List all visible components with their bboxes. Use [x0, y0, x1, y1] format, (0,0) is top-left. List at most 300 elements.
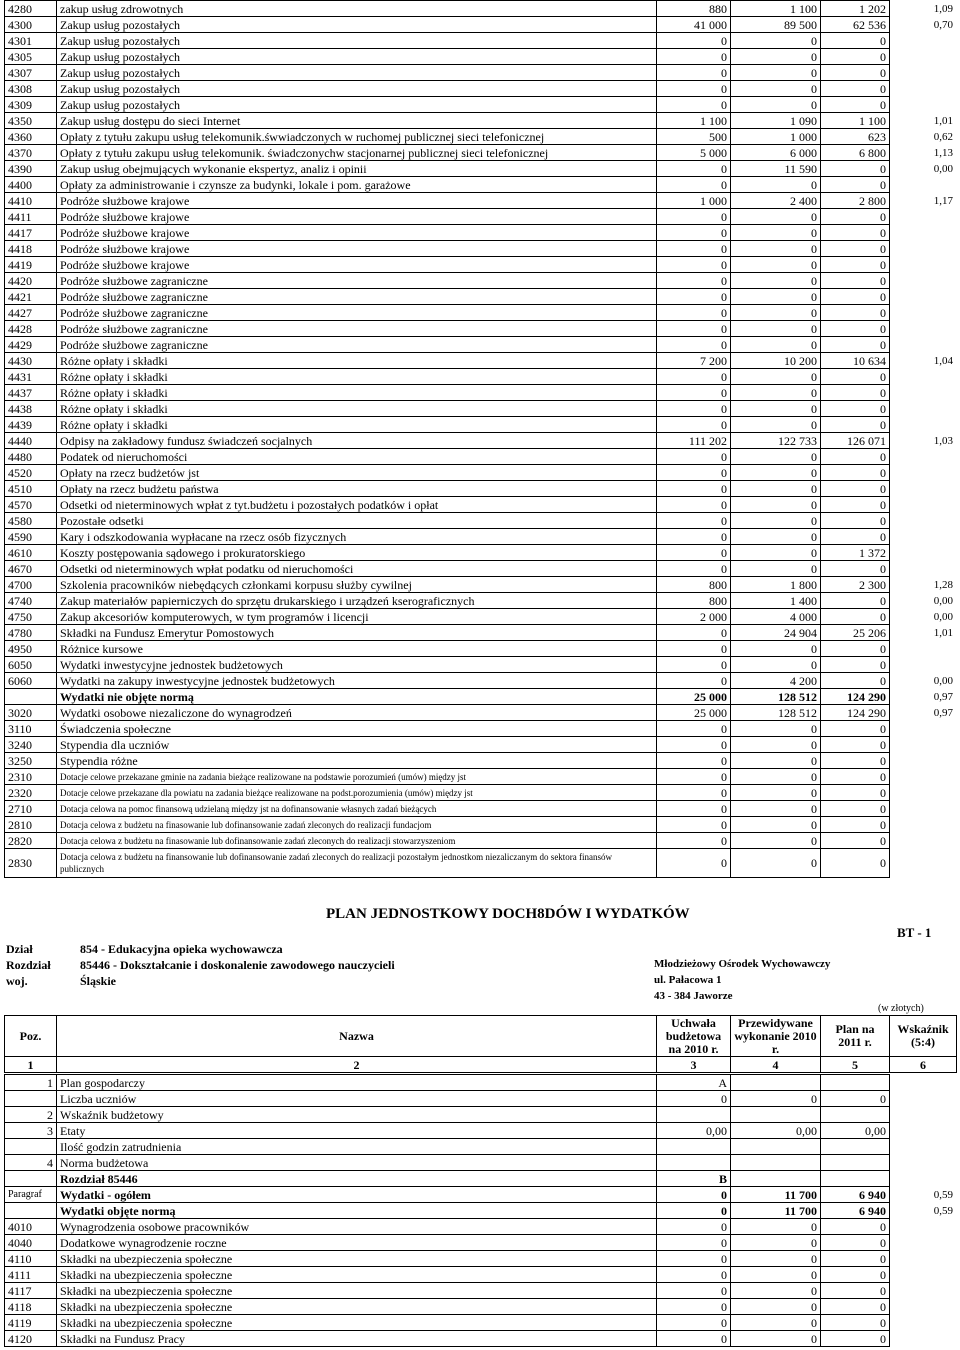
table-row — [5, 401, 957, 417]
table-row — [5, 433, 957, 449]
row-value-b: 0 — [731, 449, 821, 465]
row-value-b: 0 — [731, 385, 821, 401]
row-value-b: 0 — [731, 369, 821, 385]
table-row — [5, 849, 957, 878]
table-row — [5, 1283, 957, 1299]
row-name: Zakup usług pozostałych — [57, 65, 657, 81]
row-value-c: 0 — [821, 209, 890, 225]
row-pct — [890, 177, 957, 193]
row-value-c: 0 — [821, 833, 890, 849]
row-value-a: 0 — [657, 1091, 731, 1107]
row-name: Podróże służbowe zagraniczne — [57, 337, 657, 353]
row-pct — [890, 481, 957, 497]
row-value-a — [657, 1107, 731, 1123]
row-name: Pozostałe odsetki — [57, 513, 657, 529]
table-row — [5, 689, 957, 705]
row-pct: 0,59 — [933, 1188, 953, 1201]
row-name: Podróże służbowe krajowe — [57, 209, 657, 225]
row-value-c: 0 — [821, 641, 890, 657]
row-value-a: 2 000 — [657, 609, 731, 625]
header-n1: 1 — [5, 1057, 57, 1073]
table-row — [5, 1123, 957, 1139]
unit-city: 43 - 384 Jaworze — [654, 990, 733, 1002]
row-value-c: 0 — [821, 1331, 890, 1347]
row-value-c: 6 940 — [821, 1187, 890, 1203]
row-value-c: 0 — [821, 1235, 890, 1251]
row-value-a — [657, 1139, 731, 1155]
row-value-a: 0 — [657, 337, 731, 353]
row-pct — [890, 369, 957, 385]
row-value-a: 0 — [657, 33, 731, 49]
row-code — [5, 1171, 57, 1187]
row-code: 4750 — [5, 609, 57, 625]
row-name: Odpisy na zakładowy fundusz świadczeń socjalnych — [57, 433, 657, 449]
expenditure-table-bottom — [4, 1074, 957, 1347]
row-pct — [890, 449, 957, 465]
table-row — [5, 481, 957, 497]
table-row — [5, 1203, 957, 1219]
row-value-a: 0 — [657, 673, 731, 689]
row-value-c: 0 — [821, 721, 890, 737]
row-pct — [890, 1155, 957, 1171]
row-pct: 1,04 — [933, 354, 953, 367]
header-wskaznik: Wskaźnik (5:4) — [890, 1016, 957, 1057]
row-value-a: 0 — [657, 1315, 731, 1331]
table-row — [5, 497, 957, 513]
row-name: Zakup usług pozostałych — [57, 49, 657, 65]
table-row — [5, 609, 957, 625]
row-value-b: 0 — [731, 1331, 821, 1347]
row-code: 4307 — [5, 65, 57, 81]
row-value-a: 0 — [657, 753, 731, 769]
row-value-a: 0 — [657, 65, 731, 81]
row-value-b: 0 — [731, 81, 821, 97]
row-value-a: 0 — [657, 449, 731, 465]
row-value-b — [731, 1155, 821, 1171]
row-value-c: 6 800 — [821, 145, 890, 161]
row-pct — [890, 1171, 957, 1187]
table-row — [5, 209, 957, 225]
header-n6: 6 — [890, 1057, 957, 1073]
row-value-b: 1 000 — [731, 129, 821, 145]
table-row — [5, 337, 957, 353]
row-pct: 1,01 — [933, 626, 953, 639]
row-value-b: 2 400 — [731, 193, 821, 209]
row-code — [5, 1091, 57, 1107]
row-value-c — [821, 1139, 890, 1155]
row-value-c: 2 800 — [821, 193, 890, 209]
row-value-b: 4 000 — [731, 609, 821, 625]
row-value-b: 1 400 — [731, 593, 821, 609]
row-value-a: A — [657, 1075, 731, 1091]
row-value-a: 0 — [657, 289, 731, 305]
row-name: Dotacja celowa z budżetu na finansowanie lub dofinansowanie zadań zleconych do realizacji pozostałym jednostkom niezaliczanym do sektora finansów publicznych — [57, 849, 657, 878]
row-value-a: 0 — [657, 641, 731, 657]
row-code: 3250 — [5, 753, 57, 769]
row-name: Dotacje celowe przekazane gminie na zadania bieżące realizowane na podstawie porozumień (umów) między jst — [57, 769, 657, 785]
row-code: 4111 — [5, 1267, 57, 1283]
row-value-a: 0 — [657, 561, 731, 577]
row-pct — [890, 657, 957, 673]
row-name: Ilość godzin zatrudnienia — [57, 1139, 657, 1155]
row-value-a: 41 000 — [657, 17, 731, 33]
row-value-a: 0 — [657, 225, 731, 241]
row-pct — [890, 385, 957, 401]
row-pct — [890, 545, 957, 561]
row-name: Wynagrodzenia osobowe pracowników — [57, 1219, 657, 1235]
row-value-a: 0 — [657, 1251, 731, 1267]
table-row — [5, 465, 957, 481]
row-code: 2810 — [5, 817, 57, 833]
expenditure-table-top — [4, 0, 957, 878]
row-code: 4590 — [5, 529, 57, 545]
row-value-b — [731, 1139, 821, 1155]
row-value-a: 0 — [657, 241, 731, 257]
table-row — [5, 33, 957, 49]
row-code: 4780 — [5, 625, 57, 641]
table-row — [5, 1187, 957, 1203]
table-row — [5, 81, 957, 97]
row-value-a: 0 — [657, 513, 731, 529]
row-name: Norma budżetowa — [57, 1155, 657, 1171]
row-value-a: 0 — [657, 1331, 731, 1347]
row-name: Składki na ubezpieczenia społeczne — [57, 1267, 657, 1283]
row-code: 4117 — [5, 1283, 57, 1299]
row-value-a: 0 — [657, 625, 731, 641]
table-row — [5, 1331, 957, 1347]
row-code: 4370 — [5, 145, 57, 161]
row-name: Podróże służbowe zagraniczne — [57, 321, 657, 337]
row-value-c: 126 071 — [821, 433, 890, 449]
row-code: 4740 — [5, 593, 57, 609]
row-value-c: 0 — [821, 609, 890, 625]
row-value-c: 0 — [821, 161, 890, 177]
row-name: Różnice kursowe — [57, 641, 657, 657]
row-name: Wydatki osobowe niezaliczone do wynagrodzeń — [57, 705, 657, 721]
row-name: Różne opłaty i składki — [57, 353, 657, 369]
row-code: 4410 — [5, 193, 57, 209]
row-name: Plan gospodarczy — [57, 1075, 657, 1091]
row-value-a: 0 — [657, 209, 731, 225]
row-name: Podróże służbowe zagraniczne — [57, 273, 657, 289]
table-row — [5, 721, 957, 737]
row-pct: 0,62 — [933, 130, 953, 143]
row-value-b: 1 090 — [731, 113, 821, 129]
row-value-a: 0 — [657, 1219, 731, 1235]
row-value-b: 0 — [731, 737, 821, 753]
row-value-b: 0,00 — [731, 1123, 821, 1139]
row-value-b: 0 — [731, 849, 821, 878]
row-code: 4439 — [5, 417, 57, 433]
row-value-a: 500 — [657, 129, 731, 145]
row-pct: 0,00 — [933, 674, 953, 687]
row-name: Podróże służbowe krajowe — [57, 225, 657, 241]
row-name: Zakup usług pozostałych — [57, 81, 657, 97]
row-value-c: 0 — [821, 1267, 890, 1283]
table-row — [5, 1, 957, 17]
row-pct — [890, 241, 957, 257]
row-value-b — [731, 1107, 821, 1123]
row-value-c: 0 — [821, 241, 890, 257]
row-name: Zakup usług pozostałych — [57, 17, 657, 33]
row-code: 4110 — [5, 1251, 57, 1267]
row-pct — [890, 401, 957, 417]
row-code: 4417 — [5, 225, 57, 241]
row-pct — [890, 1107, 957, 1123]
row-code — [5, 1203, 57, 1219]
row-name: Stypendia różne — [57, 753, 657, 769]
table-row — [5, 657, 957, 673]
row-value-b: 0 — [731, 753, 821, 769]
row-value-c: 0 — [821, 449, 890, 465]
row-value-c: 0 — [821, 401, 890, 417]
table-row — [5, 737, 957, 753]
row-value-c: 0 — [821, 497, 890, 513]
row-value-c: 0 — [821, 737, 890, 753]
row-name: Odsetki od nieterminowych wpłat z tyt.budżetu i pozostałych podatków i opłat — [57, 497, 657, 513]
table-row — [5, 65, 957, 81]
row-name: Zakup usług pozostałych — [57, 33, 657, 49]
row-pct — [890, 1139, 957, 1155]
row-value-b: 0 — [731, 241, 821, 257]
row-value-b: 0 — [731, 401, 821, 417]
row-value-a: 0 — [657, 801, 731, 817]
unit-street: ul. Pałacowa 1 — [654, 974, 722, 986]
row-pct — [890, 849, 957, 878]
row-code: 4411 — [5, 209, 57, 225]
row-value-b: 128 512 — [731, 705, 821, 721]
row-pct: 0,00 — [933, 162, 953, 175]
row-value-a: 0 — [657, 177, 731, 193]
row-value-c: 124 290 — [821, 705, 890, 721]
row-pct — [890, 81, 957, 97]
row-value-c: 0 — [821, 785, 890, 801]
row-value-b — [731, 1171, 821, 1187]
row-value-a: 0 — [657, 305, 731, 321]
row-value-b: 0 — [731, 1299, 821, 1315]
row-value-a: 0 — [657, 369, 731, 385]
row-code: 4421 — [5, 289, 57, 305]
row-value-a: 0 — [657, 817, 731, 833]
row-code: 4305 — [5, 49, 57, 65]
row-code: 4120 — [5, 1331, 57, 1347]
row-pct — [890, 97, 957, 113]
row-name: Kary i odszkodowania wypłacane na rzecz osób fizycznych — [57, 529, 657, 545]
row-code: 4400 — [5, 177, 57, 193]
row-value-c: 25 206 — [821, 625, 890, 641]
row-pct: 1,13 — [933, 146, 953, 159]
row-value-c: 62 536 — [821, 17, 890, 33]
row-value-c: 0 — [821, 593, 890, 609]
table-row — [5, 1075, 957, 1091]
row-pct — [890, 305, 957, 321]
row-code: 4280 — [5, 1, 57, 17]
row-name: Podatek od nieruchomości — [57, 449, 657, 465]
row-value-b: 11 590 — [731, 161, 821, 177]
row-value-b — [731, 1075, 821, 1091]
row-value-b: 0 — [731, 1315, 821, 1331]
row-value-c: 0 — [821, 801, 890, 817]
row-value-c: 0 — [821, 849, 890, 878]
row-value-a: 880 — [657, 1, 731, 17]
row-code: 4427 — [5, 305, 57, 321]
row-code: 3020 — [5, 705, 57, 721]
header-przewidywane: Przewidywane wykonanie 2010 r. — [731, 1016, 821, 1057]
row-value-b: 0 — [731, 513, 821, 529]
row-name: Opłaty z tytułu zakupu usług telekomunik. świadczonychw stacjonarnej publicznej sieci telefonicznej — [57, 145, 657, 161]
row-name: Różne opłaty i składki — [57, 369, 657, 385]
row-pct: 0,59 — [933, 1204, 953, 1217]
row-value-a: 0 — [657, 321, 731, 337]
row-value-c: 0 — [821, 385, 890, 401]
row-value-c: 2 300 — [821, 577, 890, 593]
row-value-b: 6 000 — [731, 145, 821, 161]
row-value-b: 0 — [731, 321, 821, 337]
row-name: Opłaty na rzecz budżetów jst — [57, 465, 657, 481]
row-pct — [890, 513, 957, 529]
row-value-a: 0 — [657, 833, 731, 849]
row-pct — [890, 785, 957, 801]
row-value-a: 0 — [657, 49, 731, 65]
header-nazwa: Nazwa — [57, 1016, 657, 1057]
row-value-c — [821, 1155, 890, 1171]
row-code: 4420 — [5, 273, 57, 289]
row-value-a: 0,00 — [657, 1123, 731, 1139]
row-code: 2830 — [5, 849, 57, 878]
row-pct — [890, 209, 957, 225]
table-row — [5, 753, 957, 769]
row-code: 6060 — [5, 673, 57, 689]
form-code: BT - 1 — [897, 925, 932, 940]
plan-title: PLAN JEDNOSTKOWY DOCH8DÓW I WYDATKÓW — [326, 906, 690, 922]
row-pct — [890, 1235, 957, 1251]
row-value-c: 0 — [821, 481, 890, 497]
row-pct — [890, 289, 957, 305]
row-value-a: 0 — [657, 737, 731, 753]
row-value-b: 10 200 — [731, 353, 821, 369]
row-code: 4700 — [5, 577, 57, 593]
row-value-a: 0 — [657, 529, 731, 545]
row-value-b: 0 — [731, 33, 821, 49]
row-value-b: 0 — [731, 1267, 821, 1283]
table-row — [5, 1091, 957, 1107]
row-value-b: 0 — [731, 1251, 821, 1267]
row-pct: 1,09 — [933, 2, 953, 15]
unit-name: Młodzieżowy Ośrodek Wychowawczy — [654, 958, 831, 970]
row-pct — [890, 257, 957, 273]
row-value-a: 800 — [657, 577, 731, 593]
row-value-a — [657, 1155, 731, 1171]
row-name: Składki na Fundusz Emerytur Pomostowych — [57, 625, 657, 641]
row-value-c: 0 — [821, 529, 890, 545]
row-pct — [890, 417, 957, 433]
table-row — [5, 801, 957, 817]
rozdzial-value: 85446 - Dokształcanie i doskonalenie zawodowego nauczycieli — [80, 958, 395, 972]
row-value-c: 0 — [821, 369, 890, 385]
row-value-b: 0 — [731, 529, 821, 545]
row-value-b: 0 — [731, 209, 821, 225]
row-value-b: 0 — [731, 497, 821, 513]
row-name: Podróże służbowe krajowe — [57, 241, 657, 257]
row-code: 4480 — [5, 449, 57, 465]
table-row — [5, 305, 957, 321]
row-value-b: 0 — [731, 833, 821, 849]
row-name: Wydatki objęte normą — [57, 1203, 657, 1219]
table-row — [5, 49, 957, 65]
row-pct — [890, 529, 957, 545]
row-name: Dotacje celowe przekazane dla powiatu na zadania bieżące realizowane na podst.porozumienia (umów) między jst — [57, 785, 657, 801]
row-name: Wydatki inwestycyjne jednostek budżetowych — [57, 657, 657, 673]
row-code: 4309 — [5, 97, 57, 113]
row-name: Różne opłaty i składki — [57, 401, 657, 417]
row-pct — [890, 1219, 957, 1235]
row-name: Różne opłaty i składki — [57, 385, 657, 401]
row-value-b: 0 — [731, 289, 821, 305]
row-value-a: 0 — [657, 785, 731, 801]
row-pct — [890, 1123, 957, 1139]
row-code: 4510 — [5, 481, 57, 497]
row-value-a: 25 000 — [657, 705, 731, 721]
row-value-c: 0 — [821, 1219, 890, 1235]
row-pct — [890, 1267, 957, 1283]
row-value-c: 0 — [821, 257, 890, 273]
row-value-c: 0 — [821, 513, 890, 529]
row-pct — [890, 1331, 957, 1347]
row-name: Liczba uczniów — [57, 1091, 657, 1107]
row-pct — [890, 641, 957, 657]
row-code: 4438 — [5, 401, 57, 417]
row-value-c: 0 — [821, 465, 890, 481]
row-value-c: 0 — [821, 769, 890, 785]
row-value-c: 1 202 — [821, 1, 890, 17]
row-name: Wydatki - ogółem — [57, 1187, 657, 1203]
row-pct — [890, 1299, 957, 1315]
header-plan: Plan na 2011 r. — [821, 1016, 890, 1057]
row-code: 3110 — [5, 721, 57, 737]
row-value-b: 0 — [731, 1283, 821, 1299]
row-code: 2710 — [5, 801, 57, 817]
row-value-a: 0 — [657, 769, 731, 785]
row-value-b: 4 200 — [731, 673, 821, 689]
row-pct — [890, 49, 957, 65]
table-row — [5, 289, 957, 305]
table-row — [5, 353, 957, 369]
row-value-c — [821, 1107, 890, 1123]
row-name: Dotacja celowa na pomoc finansową udzielaną między jst na dofinansowanie własnych zadań bieżących — [57, 801, 657, 817]
row-value-b: 0 — [731, 465, 821, 481]
row-code: 4419 — [5, 257, 57, 273]
row-value-c: 1 372 — [821, 545, 890, 561]
row-pct — [890, 1075, 957, 1091]
row-name: Dotacja celowa z budżetu na finasowanie lub dofinansowanie zadań zleconych do realizacji stowarzyszeniom — [57, 833, 657, 849]
row-name: Składki na ubezpieczenia społeczne — [57, 1283, 657, 1299]
table-row — [5, 417, 957, 433]
table-row — [5, 385, 957, 401]
row-value-c: 623 — [821, 129, 890, 145]
row-name: Zakup akcesoriów komputerowych, w tym programów i licencji — [57, 609, 657, 625]
row-value-a: 0 — [657, 497, 731, 513]
row-value-a: 0 — [657, 273, 731, 289]
table-row — [5, 1251, 957, 1267]
row-value-b: 0 — [731, 417, 821, 433]
table-row — [5, 1107, 957, 1123]
row-value-c: 0 — [821, 337, 890, 353]
row-value-b: 0 — [731, 273, 821, 289]
row-code: 1 — [5, 1075, 57, 1091]
row-name: Różne opłaty i składki — [57, 417, 657, 433]
row-code: 6050 — [5, 657, 57, 673]
row-code: 2820 — [5, 833, 57, 849]
